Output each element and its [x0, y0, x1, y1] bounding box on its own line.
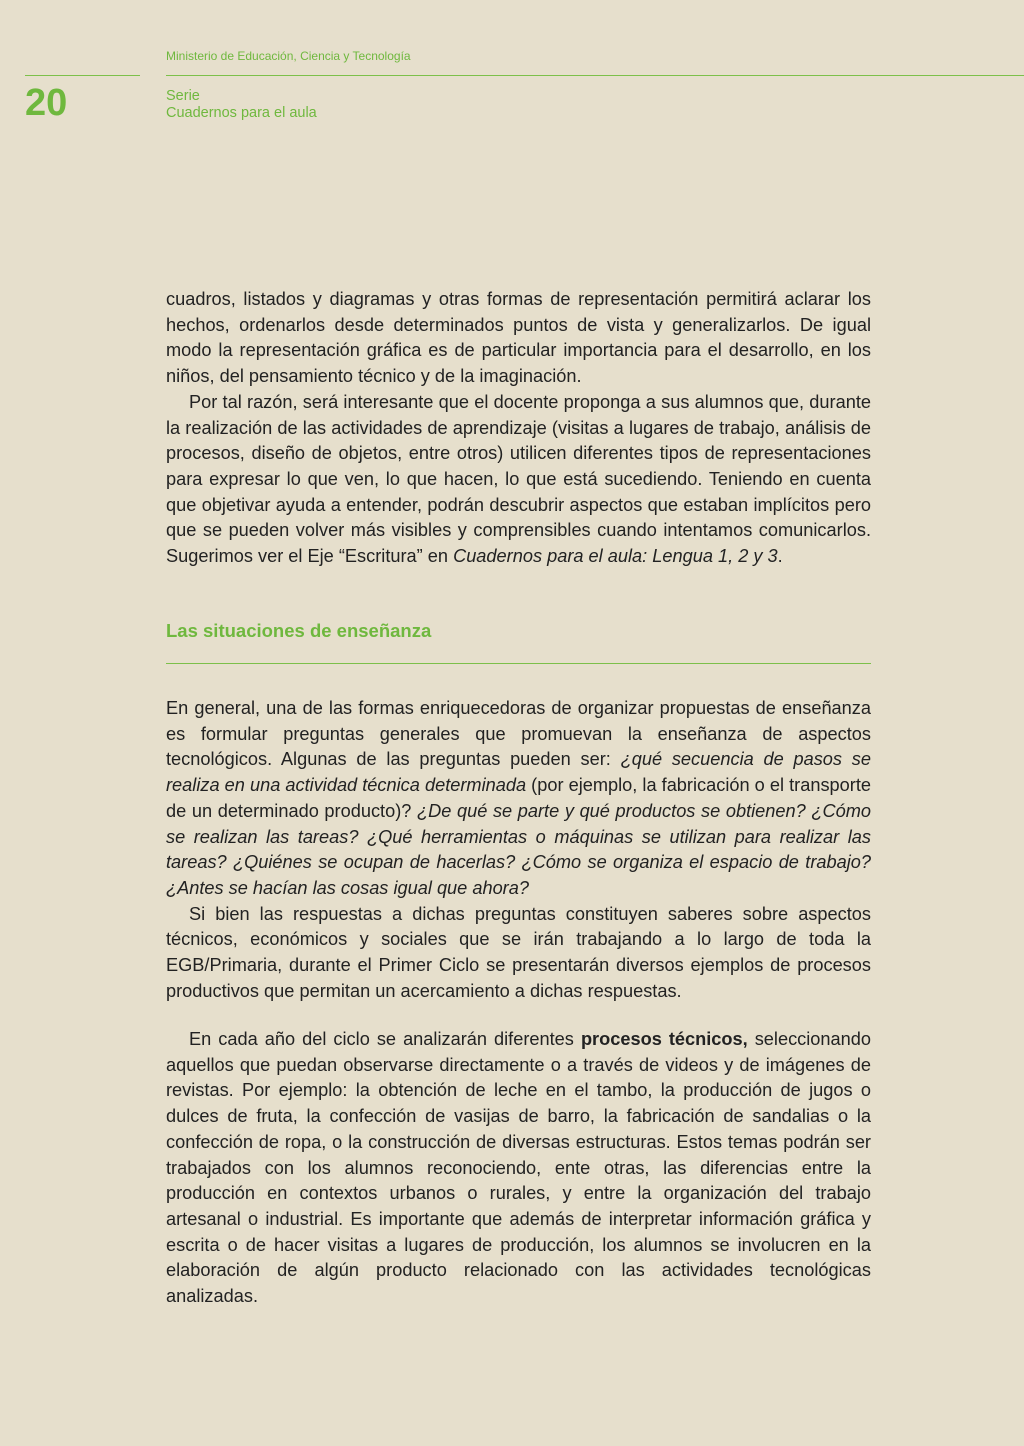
body-block-1 — [166, 287, 871, 570]
page-number: 20 — [25, 82, 68, 124]
section-rule — [166, 663, 871, 664]
paragraph-text: seleccionando aquellos que puedan observarse directamente o a través de videos y de imágenes de revistas. Por ejemplo: la obtención de leche en el tambo, la producción de jugos o dulces de fruta, la confección de vasijas de barro, la fabricación de sandalias o la confección de ropa, o la construcción de diversas estructuras. Estos temas podrán ser trabajados con los alumnos reconociendo, ente otras, las diferencias entre la producción en contextos urbanos o rurales, y entre la organización del trabajo artesanal o industrial. Es importante que además de interpretar información gráfica y escrita o de hacer visitas a lugares de producción, los alumnos se involucren en la elaboración de algún producto relacionado con las actividades tecnológicas analizadas. — [166, 1029, 871, 1307]
paragraph-text: En general, una de las formas enriquecedoras de organizar propuestas de enseñanza es formular preguntas generales que promuevan la enseñanza de aspectos tecnológicos. Algunas de las preguntas pueden ser: — [166, 698, 871, 770]
book-reference: Cuadernos para el aula: Lengua 1, 2 y 3 — [453, 546, 778, 567]
paragraph — [166, 390, 871, 570]
paragraph-end: . — [777, 546, 783, 567]
question-italic: ¿qué secuencia de pasos se realiza en una actividad técnica determinada — [166, 749, 871, 796]
paragraph — [166, 696, 871, 902]
paragraph: Si bien las respuestas a dichas preguntas constituyen saberes sobre aspectos técnicos, económicos y sociales que se irán trabajando a lo largo de toda la EGB/Primaria, durante el Primer Ciclo se presentarán diversos ejemplos de procesos productivos que permitan un acercamiento a dichas respuestas. — [166, 903, 871, 1001]
paragraph-text: (por ejemplo, la fabricación o el transporte de un determinado producto)? — [166, 775, 871, 821]
bold-term: procesos técnicos, — [580, 1029, 748, 1049]
body-block-2 — [166, 696, 871, 1004]
paragraph — [166, 1027, 871, 1310]
questions-italic: ¿De qué se parte y qué productos se obtienen? ¿Cómo se realizan las tareas? ¿Qué herramientas o máquinas se utilizan para realizar las tareas? ¿Quiénes se ocupan de hacerlas? ¿Cómo se organiza el espacio de trabajo? ¿Antes se hacían las cosas igual que ahora? — [166, 800, 871, 898]
series-block — [166, 88, 317, 122]
header-rule-right — [166, 75, 1024, 76]
section-heading: Las situaciones de enseñanza — [166, 620, 432, 641]
ministry-header: Ministerio de Educación, Ciencia y Tecnología — [166, 49, 411, 63]
body-block-3 — [166, 1027, 871, 1310]
series-label: Serie — [166, 88, 200, 104]
paragraph-text: En cada año del ciclo se analizarán diferentes — [189, 1029, 581, 1049]
paragraph: cuadros, listados y diagramas y otras formas de representación permitirá aclarar los hechos, ordenarlos desde determinados puntos de vista y generalizarlos. De igual modo la representación gráfica es de particular importancia para el desarrollo, en los niños, del pensamiento técnico y de la imaginación. — [166, 289, 871, 387]
paragraph-text: Por tal razón, será interesante que el docente proponga a sus alumnos que, durante la realización de las actividades de aprendizaje (visitas a lugares de trabajo, análisis de procesos, diseño de objetos, entre otros) utilicen diferentes tipos de representaciones para expresar lo que ven, lo que hacen, lo que está sucediendo. Teniendo en cuenta que objetivar ayuda a entender, podrán descubrir aspectos que estaban implícitos pero que se pueden volver más visibles y comprensibles cuando intentamos comunicarlos. Sugerimos ver el Eje “Escritura” en — [166, 391, 871, 567]
series-title: Cuadernos para el aula — [166, 105, 317, 121]
header-rule-left — [25, 75, 140, 76]
